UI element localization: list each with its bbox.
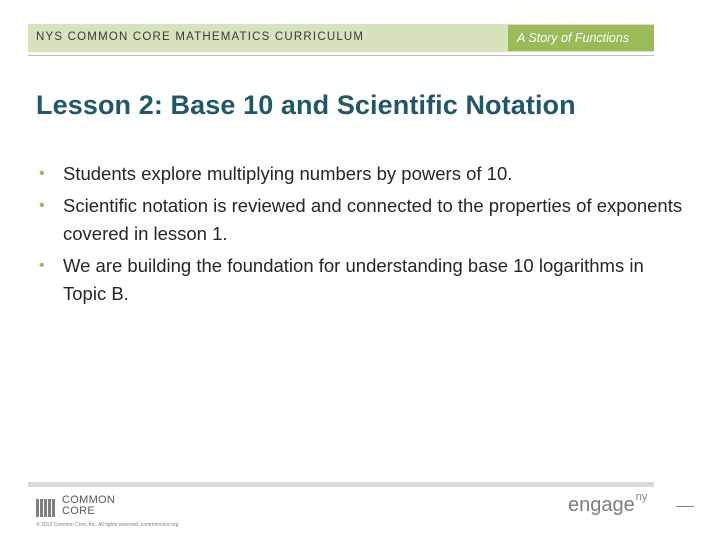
footer-divider	[28, 482, 654, 487]
bullet-text: We are building the foundation for understanding base 10 logarithms in Topic B.	[63, 255, 644, 304]
engage-dash	[676, 506, 694, 507]
engage-sup: ny	[635, 491, 648, 504]
bullet-item	[36, 160, 686, 188]
module-label: A Story of Functions	[517, 31, 630, 45]
bullet-icon: •	[39, 165, 45, 182]
bullet-icon: •	[39, 197, 45, 214]
header-divider	[28, 55, 654, 56]
engageny-logo	[568, 491, 648, 517]
curriculum-label: NYS COMMON CORE MATHEMATICS CURRICULUM	[36, 31, 365, 43]
slide-title: Lesson 2: Base 10 and Scientific Notation	[36, 90, 576, 120]
copyright-notice: © 2012 Common Core, Inc. All rights reserved. commoncore.org	[36, 522, 179, 528]
common-core-logo	[36, 495, 115, 517]
bullet-icon: •	[39, 257, 45, 274]
common-core-bars-icon	[36, 495, 56, 517]
bullet-item	[36, 252, 686, 308]
engage-text: engage	[568, 494, 635, 516]
bullet-text: Scientific notation is reviewed and connected to the properties of exponents covered in lesson 1.	[63, 195, 683, 244]
logo-line-1: COMMON	[62, 494, 116, 506]
logo-line-2: CORE	[62, 505, 95, 517]
bullet-item	[36, 192, 686, 248]
bullet-list	[36, 160, 686, 312]
bullet-text: Students explore multiplying numbers by powers of 10.	[63, 163, 513, 184]
